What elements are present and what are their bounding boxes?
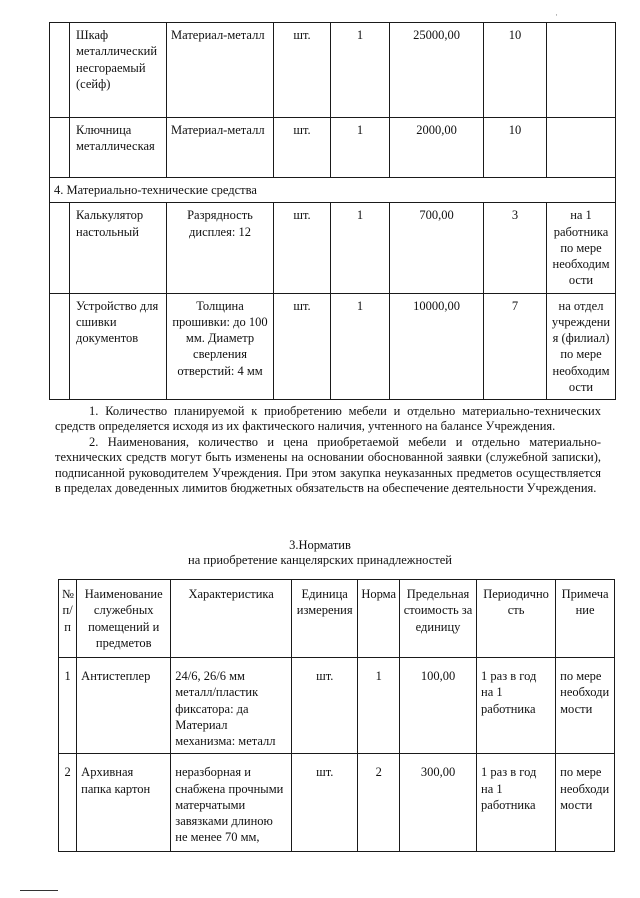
row-number	[50, 23, 70, 118]
table-row	[50, 203, 616, 293]
item-name: Устройство для сшивки документов	[70, 293, 167, 400]
item-price: 300,00	[400, 754, 477, 852]
item-characteristic: Материал-металл	[167, 118, 274, 178]
item-unit: шт.	[274, 118, 331, 178]
item-characteristic: Материал-металл	[167, 23, 274, 118]
row-number	[50, 293, 70, 400]
table-row	[50, 23, 616, 118]
item-name: Калькулятор настольный	[70, 203, 167, 293]
header-characteristic: Характеристика	[171, 580, 292, 658]
item-period: 1 раз в год на 1 работника	[477, 658, 556, 754]
item-name: Ключница металлическая	[70, 118, 167, 178]
item-price: 25000,00	[390, 23, 484, 118]
row-number: 1	[59, 658, 77, 754]
header-price: Предельная стоимость за единицу	[400, 580, 477, 658]
item-note	[547, 23, 616, 118]
item-norm: 1	[331, 118, 390, 178]
item-unit: шт.	[274, 23, 331, 118]
header-unit: Единица измерения	[292, 580, 358, 658]
header-period: Периодично сть	[477, 580, 556, 658]
item-characteristic: Разрядность дисплея: 12	[167, 203, 274, 293]
section-heading: 3.Норматив	[289, 538, 351, 552]
item-characteristic: 24/6, 26/6 мм металл/пластик фиксатора: да Материал механизма: металл	[171, 658, 292, 754]
item-note: на отдел учреждени я (филиал) по мере необходим ости	[547, 293, 616, 400]
item-characteristic: Толщина прошивки: до 100 мм. Диаметр сверления отверстий: 4 мм	[167, 293, 274, 400]
item-norm: 1	[331, 293, 390, 400]
stationery-table	[58, 579, 615, 852]
footnote-divider	[20, 890, 58, 891]
item-norm: 2	[358, 754, 400, 852]
item-unit: шт.	[274, 203, 331, 293]
item-unit: шт.	[292, 754, 358, 852]
item-unit: шт.	[274, 293, 331, 400]
item-unit: шт.	[292, 658, 358, 754]
item-name: Антистеплер	[77, 658, 171, 754]
notes-block	[55, 404, 601, 496]
row-number	[50, 118, 70, 178]
section-row	[50, 178, 616, 203]
item-period: 7	[484, 293, 547, 400]
item-norm: 1	[331, 203, 390, 293]
item-name: Архивная папка картон	[77, 754, 171, 852]
item-norm: 1	[358, 658, 400, 754]
item-period: 1 раз в год на 1 работника	[477, 754, 556, 852]
item-note: на 1 работника по мере необходим ости	[547, 203, 616, 293]
row-number: 2	[59, 754, 77, 852]
item-price: 10000,00	[390, 293, 484, 400]
table-row	[50, 118, 616, 178]
header-name: Наименование служебных помещений и предметов	[77, 580, 171, 658]
item-name: Шкаф металлический несгораемый (сейф)	[70, 23, 167, 118]
item-period: 3	[484, 203, 547, 293]
table-row	[59, 658, 615, 754]
item-price: 100,00	[400, 658, 477, 754]
item-note: по мере необходи мости	[556, 754, 615, 852]
note-paragraph-2: 2. Наименования, количество и цена приобретаемой мебели и отдельно материально-технических средств могут быть изменены на основании обоснованной заявки (служебной записки), подписанной руководителем Учреждения. При этом закупка неуказанных предметов осуществляется в пределах доведенных лимитов бюджетных обязательств на обеспечение деятельности Учреждения.	[55, 434, 601, 496]
item-price: 700,00	[390, 203, 484, 293]
table-row	[50, 293, 616, 400]
table-row	[59, 754, 615, 852]
item-period: 10	[484, 23, 547, 118]
materials-table	[49, 22, 616, 400]
table-header-row	[59, 580, 615, 658]
item-note: по мере необходи мости	[556, 658, 615, 754]
item-period: 10	[484, 118, 547, 178]
item-price: 2000,00	[390, 118, 484, 178]
item-note	[547, 118, 616, 178]
item-norm: 1	[331, 23, 390, 118]
header-num: № п/ п	[59, 580, 77, 658]
corner-mark: ·	[555, 10, 558, 20]
note-paragraph-1: 1. Количество планируемой к приобретению мебели и отдельно материально-технических средств определяется исходя из их фактического наличия, учтенного на балансе Учреждения.	[55, 404, 601, 434]
header-note: Примеча ние	[556, 580, 615, 658]
header-norm: Норма	[358, 580, 400, 658]
section-subheading: на приобретение канцелярских принадлежностей	[188, 553, 452, 567]
section-title: 4. Материально-технические средства	[50, 178, 616, 203]
item-characteristic: неразборная и снабжена прочными матерчатыми завязками длиною не менее 70 мм,	[171, 754, 292, 852]
row-number	[50, 203, 70, 293]
